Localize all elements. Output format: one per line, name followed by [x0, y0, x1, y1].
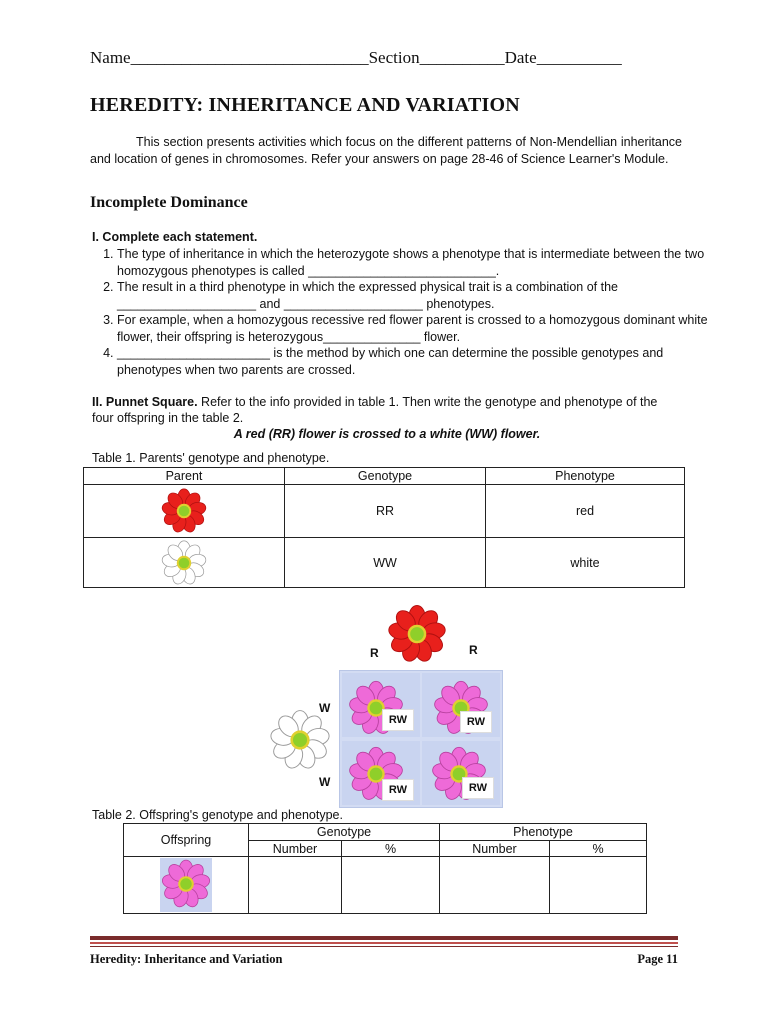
- col-phenotype: Phenotype: [486, 468, 685, 485]
- part1-heading: I. Complete each statement.: [92, 230, 258, 244]
- section-label: Section: [368, 48, 420, 67]
- statement-item: 1. The type of inheritance in which the heterozygote shows a phenotype that is intermediate between the two homozygous phenotypes is called ___________________________.: [117, 246, 709, 279]
- phenotype-cell: white: [486, 538, 685, 588]
- page-title: HEREDITY: INHERITANCE AND VARIATION: [90, 94, 520, 116]
- pink-flower-icon: [160, 858, 212, 910]
- statement-item: 2. The result in a third phenotype in which the expressed physical trait is a combination of the ____________________ and ____________________ phenotypes.: [117, 279, 709, 312]
- footer-rule: [90, 936, 678, 940]
- col-genotype: Genotype: [249, 824, 440, 841]
- col-parent: Parent: [84, 468, 285, 485]
- punnett-cell: [342, 673, 420, 737]
- offspring-table: [123, 823, 647, 914]
- date-label: Date: [504, 48, 537, 67]
- genotype-percent-header: %: [342, 841, 440, 857]
- table-row: [84, 485, 685, 538]
- phenotype-cell: red: [486, 485, 685, 538]
- part2-text: Refer to the info provided in table 1. Then write the genotype and phenotype of the four offspring in the table 2.: [92, 395, 658, 425]
- phenotype-percent-input[interactable]: [550, 857, 647, 914]
- page-number: Page 11: [637, 952, 678, 966]
- white-flower-icon: [160, 539, 208, 587]
- phenotype-percent-header: %: [550, 841, 647, 857]
- white-parent-flower-icon: [268, 708, 332, 772]
- section-heading: Incomplete Dominance: [90, 194, 248, 211]
- phenotype-number-input[interactable]: [440, 857, 550, 914]
- punnett-cell: [342, 741, 420, 805]
- top-allele: R: [469, 643, 478, 657]
- punnett-square: [339, 670, 503, 808]
- footer-rule: [90, 946, 678, 947]
- cell-genotype: RW: [462, 777, 494, 799]
- cell-genotype: RW: [460, 711, 492, 733]
- statement-item: 3. For example, when a homozygous recessive red flower parent is crossed to a homozygous dominant white flower, their offspring is heterozygous______________ flower.: [117, 312, 709, 345]
- punnett-cell: [422, 741, 500, 805]
- name-label: Name: [90, 48, 131, 67]
- top-allele: R: [370, 646, 379, 660]
- left-allele: W: [319, 701, 331, 715]
- red-flower-icon: [160, 487, 208, 535]
- statement-list: [92, 246, 709, 378]
- cross-statement: A red (RR) flower is crossed to a white (WW) flower.: [233, 427, 541, 441]
- col-offspring: Offspring: [124, 824, 249, 857]
- genotype-percent-input[interactable]: [342, 857, 440, 914]
- offspring-flower-bg: [160, 858, 212, 912]
- table-header-row: [84, 468, 685, 485]
- parent-red-flower: [84, 485, 285, 538]
- part2-instructions: [92, 394, 682, 426]
- table-header-row: [124, 824, 647, 841]
- genotype-cell: WW: [285, 538, 486, 588]
- cell-genotype: RW: [382, 779, 414, 801]
- genotype-number-header: Number: [249, 841, 342, 857]
- table-row: [84, 538, 685, 588]
- red-parent-flower-icon: [386, 603, 448, 665]
- footer-rule: [90, 942, 678, 944]
- left-allele: W: [319, 775, 331, 789]
- intro-paragraph: [90, 134, 682, 168]
- punnett-cell: [422, 673, 500, 737]
- statement-item: 4. ______________________ is the method by which one can determine the possible genotypes and phenotypes when two parents are crossed.: [117, 345, 709, 378]
- table2-caption: Table 2. Offspring's genotype and phenotype.: [92, 808, 343, 822]
- table-row: [124, 857, 647, 914]
- genotype-cell: RR: [285, 485, 486, 538]
- intro-text: This section presents activities which focus on the different patterns of Non-Mendellian inheritance and location of genes in chromosomes. Refer your answers on page 28-46 of Science Learner's Module.: [90, 135, 682, 166]
- offspring-flower-cell: [124, 857, 249, 914]
- parents-table: [83, 467, 685, 588]
- table1-caption: Table 1. Parents' genotype and phenotype.: [92, 451, 330, 465]
- part2-heading: II. Punnet Square.: [92, 395, 198, 409]
- genotype-number-input[interactable]: [249, 857, 342, 914]
- footer-title: Heredity: Inheritance and Variation: [90, 952, 283, 966]
- col-genotype: Genotype: [285, 468, 486, 485]
- cell-genotype: RW: [382, 709, 414, 731]
- col-phenotype: Phenotype: [440, 824, 647, 841]
- phenotype-number-header: Number: [440, 841, 550, 857]
- parent-white-flower: [84, 538, 285, 588]
- header-fields: Name____________________________Section__________Date__________: [90, 48, 622, 67]
